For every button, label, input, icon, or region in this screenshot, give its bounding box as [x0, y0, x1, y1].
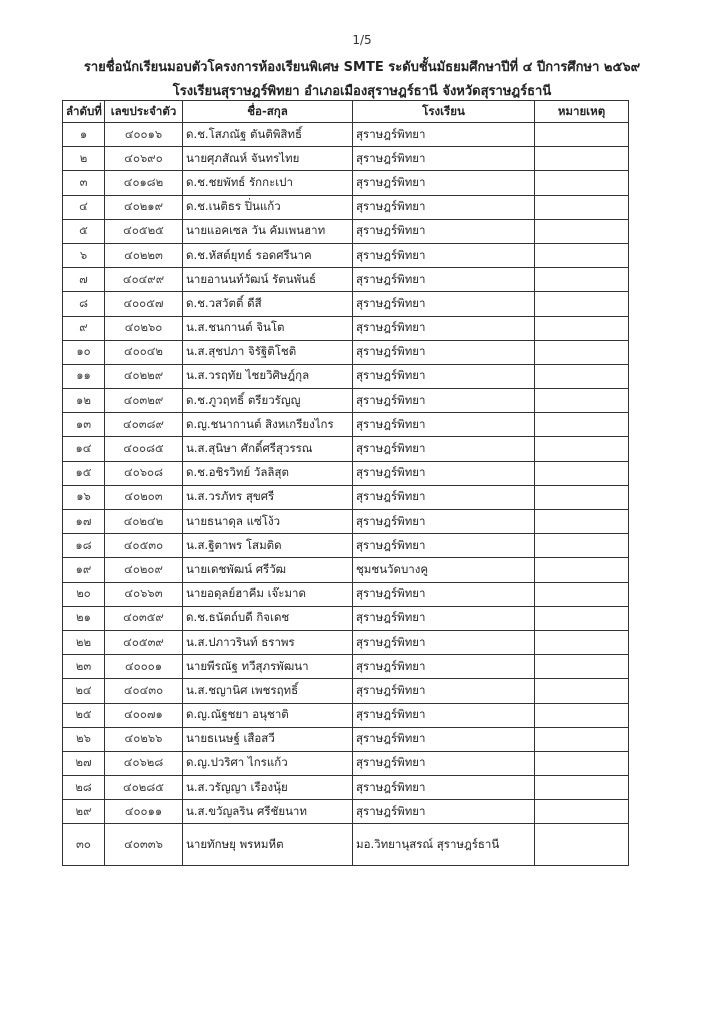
previous-school: สุราษฎร์พิทยา	[353, 243, 535, 267]
previous-school: สุราษฎร์พิทยา	[353, 123, 535, 147]
student-id: ๔๐๒๐๙	[105, 558, 183, 582]
remarks	[535, 364, 629, 388]
student-name: ด.ช.วสวัตติ์ ดีสี	[183, 292, 353, 316]
remarks	[535, 340, 629, 364]
document-subtitle: โรงเรียนสุราษฎร์พิทยา อำเภอเมืองสุราษฎร์ธานี จังหวัดสุราษฎร์ธานี	[172, 84, 552, 99]
row-order: ๑๑	[63, 364, 105, 388]
row-order: ๔	[63, 195, 105, 219]
row-order: ๑๔	[63, 437, 105, 461]
table-row	[63, 219, 629, 243]
previous-school: สุราษฎร์พิทยา	[353, 195, 535, 219]
row-order: ๑๗	[63, 510, 105, 534]
student-id: ๔๐๑๘๒	[105, 171, 183, 195]
header-order: ลำดับที่	[63, 101, 105, 123]
student-name: นายเดชพัฒน์ ศรีวัฒ	[183, 558, 353, 582]
table-row	[63, 485, 629, 509]
row-order: ๖	[63, 243, 105, 267]
remarks	[535, 776, 629, 800]
student-name: ด.ช.ภูวฤทธิ์ ตรียวรัญญู	[183, 389, 353, 413]
remarks	[535, 147, 629, 171]
student-name: นายศุภสัณห์ จันทรไทย	[183, 147, 353, 171]
student-id: ๔๐๐๐๑	[105, 655, 183, 679]
previous-school: ชุมชนวัดบางคู	[353, 558, 535, 582]
row-order: ๒๒	[63, 630, 105, 654]
remarks	[535, 123, 629, 147]
previous-school: สุราษฎร์พิทยา	[353, 655, 535, 679]
student-id: ๔๐๐๘๕	[105, 437, 183, 461]
student-name: นายอดุลย์ฮาคีม เจ๊ะมาด	[183, 582, 353, 606]
previous-school: สุราษฎร์พิทยา	[353, 679, 535, 703]
table-row	[63, 510, 629, 534]
student-id: ๔๐๖๒๘	[105, 751, 183, 775]
student-id: ๔๐๒๘๕	[105, 776, 183, 800]
remarks	[535, 171, 629, 195]
row-order: ๒๕	[63, 703, 105, 727]
student-name: น.ส.วรภัทร สุขศรี	[183, 485, 353, 509]
previous-school: สุราษฎร์พิทยา	[353, 219, 535, 243]
table-row	[63, 292, 629, 316]
student-id: ๔๐๕๓๐	[105, 534, 183, 558]
student-id: ๔๐๖๙๐	[105, 147, 183, 171]
row-order: ๒๐	[63, 582, 105, 606]
student-id: ๔๐๕๒๕	[105, 219, 183, 243]
remarks	[535, 751, 629, 775]
remarks	[535, 485, 629, 509]
student-name: ด.ช.ธนัตถ์บดี กิจเดช	[183, 606, 353, 630]
remarks	[535, 703, 629, 727]
table-row	[63, 776, 629, 800]
previous-school: สุราษฎร์พิทยา	[353, 316, 535, 340]
remarks	[535, 800, 629, 824]
remarks	[535, 243, 629, 267]
row-order: ๑๖	[63, 485, 105, 509]
remarks	[535, 437, 629, 461]
row-order: ๒๙	[63, 800, 105, 824]
student-name: ด.ช.โสภณัฐ ตันติพิสิทธิ์	[183, 123, 353, 147]
remarks	[535, 389, 629, 413]
table-row	[63, 824, 629, 866]
student-name: ด.ช.อชิรวิทย์ วัลลิสุต	[183, 461, 353, 485]
student-name: ด.ช.เนติธร ปิ่นแก้ว	[183, 195, 353, 219]
table-row	[63, 413, 629, 437]
remarks	[535, 510, 629, 534]
student-id: ๔๐๓๕๙	[105, 606, 183, 630]
table-row	[63, 655, 629, 679]
previous-school: สุราษฎร์พิทยา	[353, 485, 535, 509]
table-body	[63, 123, 629, 866]
row-order: ๓๐	[63, 824, 105, 866]
table-row	[63, 800, 629, 824]
student-id: ๔๐๒๒๓	[105, 243, 183, 267]
remarks	[535, 606, 629, 630]
table-row	[63, 727, 629, 751]
student-name: น.ส.วรัญญา เรืองนุ้ย	[183, 776, 353, 800]
page-number: 1/5	[352, 33, 372, 47]
student-id: ๔๐๐๑๖	[105, 123, 183, 147]
table-row	[63, 582, 629, 606]
student-id: ๔๐๐๑๑	[105, 800, 183, 824]
student-name: ด.ช.หัสต์ยุทธ์ รอดศรีนาค	[183, 243, 353, 267]
student-name: นายแอคเซล วัน คัมเพนฮาท	[183, 219, 353, 243]
row-order: ๗	[63, 268, 105, 292]
previous-school: สุราษฎร์พิทยา	[353, 413, 535, 437]
remarks	[535, 582, 629, 606]
header-remarks: หมายเหตุ	[535, 101, 629, 123]
student-id: ๔๐๒๒๙	[105, 364, 183, 388]
row-order: ๕	[63, 219, 105, 243]
student-id: ๔๐๒๖๐	[105, 316, 183, 340]
student-name: น.ส.วรฤทัย ไชยวิศิษฎ์กุล	[183, 364, 353, 388]
previous-school: สุราษฎร์พิทยา	[353, 292, 535, 316]
student-name: น.ส.ชญานิศ เพชรฤทธิ์	[183, 679, 353, 703]
row-order: ๑๕	[63, 461, 105, 485]
student-id: ๔๐๕๓๙	[105, 630, 183, 654]
table-row	[63, 364, 629, 388]
remarks	[535, 461, 629, 485]
row-order: ๒๗	[63, 751, 105, 775]
student-name: นายธเนษฐ์ เสือสวี	[183, 727, 353, 751]
table-row	[63, 703, 629, 727]
remarks	[535, 824, 629, 866]
remarks	[535, 219, 629, 243]
table-row	[63, 679, 629, 703]
table-row	[63, 389, 629, 413]
row-order: ๑๙	[63, 558, 105, 582]
row-order: ๒๘	[63, 776, 105, 800]
student-id: ๔๐๒๖๖	[105, 727, 183, 751]
previous-school: สุราษฎร์พิทยา	[353, 582, 535, 606]
row-order: ๑๓	[63, 413, 105, 437]
student-id: ๔๐๓๒๙	[105, 389, 183, 413]
table-row	[63, 630, 629, 654]
previous-school: สุราษฎร์พิทยา	[353, 461, 535, 485]
previous-school: สุราษฎร์พิทยา	[353, 751, 535, 775]
student-name: ด.ช.ชยพัทธ์ รักกะเปา	[183, 171, 353, 195]
student-name: นายทักษยุ พรหมหีต	[183, 824, 353, 866]
table-row	[63, 340, 629, 364]
row-order: ๒๑	[63, 606, 105, 630]
table-row	[63, 171, 629, 195]
document-title: รายชื่อนักเรียนมอบตัวโครงการห้องเรียนพิเศษ SMTE ระดับชั้นมัธยมศึกษาปีที่ ๔ ปีการศึกษา ๒๕๖๙	[83, 60, 641, 75]
previous-school: สุราษฎร์พิทยา	[353, 703, 535, 727]
student-name: น.ส.ฐิตาพร โสมติด	[183, 534, 353, 558]
student-name: น.ส.ขวัญลริน ศรีชัยนาท	[183, 800, 353, 824]
table-row	[63, 268, 629, 292]
student-id: ๔๐๒๐๓	[105, 485, 183, 509]
student-name: น.ส.ชนกานต์ จินโต	[183, 316, 353, 340]
previous-school: สุราษฎร์พิทยา	[353, 171, 535, 195]
previous-school: สุราษฎร์พิทยา	[353, 534, 535, 558]
remarks	[535, 558, 629, 582]
remarks	[535, 534, 629, 558]
table-row	[63, 123, 629, 147]
row-order: ๑๐	[63, 340, 105, 364]
previous-school: สุราษฎร์พิทยา	[353, 630, 535, 654]
previous-school: สุราษฎร์พิทยา	[353, 800, 535, 824]
previous-school: สุราษฎร์พิทยา	[353, 606, 535, 630]
student-name: ด.ญ.ปวริศา ไกรแก้ว	[183, 751, 353, 775]
remarks	[535, 727, 629, 751]
remarks	[535, 316, 629, 340]
remarks	[535, 268, 629, 292]
student-id: ๔๐๖๖๓	[105, 582, 183, 606]
student-name: นายธนาดุล แซ่โง้ว	[183, 510, 353, 534]
table-row	[63, 316, 629, 340]
previous-school: สุราษฎร์พิทยา	[353, 364, 535, 388]
student-name: น.ส.สุชปภา จิรัฐิติโชติ	[183, 340, 353, 364]
row-order: ๑๘	[63, 534, 105, 558]
row-order: ๙	[63, 316, 105, 340]
header-student-id: เลขประจำตัว	[105, 101, 183, 123]
student-name: ด.ญ.ชนากานต์ สิงหเกรียงไกร	[183, 413, 353, 437]
previous-school: มอ.วิทยานุสรณ์ สุราษฎร์ธานี	[353, 824, 535, 866]
previous-school: สุราษฎร์พิทยา	[353, 340, 535, 364]
row-order: ๘	[63, 292, 105, 316]
student-list-table	[62, 100, 629, 866]
student-name: น.ส.ปภาวรินท์ ธราพร	[183, 630, 353, 654]
row-order: ๒๓	[63, 655, 105, 679]
previous-school: สุราษฎร์พิทยา	[353, 147, 535, 171]
row-order: ๒๖	[63, 727, 105, 751]
remarks	[535, 655, 629, 679]
row-order: ๑๒	[63, 389, 105, 413]
previous-school: สุราษฎร์พิทยา	[353, 727, 535, 751]
previous-school: สุราษฎร์พิทยา	[353, 776, 535, 800]
previous-school: สุราษฎร์พิทยา	[353, 510, 535, 534]
student-name: นายอานนท์วัฒน์ รัตนพันธ์	[183, 268, 353, 292]
row-order: ๒๔	[63, 679, 105, 703]
student-name: น.ส.สุนิษา ศักดิ์ศรีสุวรรณ	[183, 437, 353, 461]
student-name: ด.ญ.ณัฐชยา อนุชาติ	[183, 703, 353, 727]
student-id: ๔๐๒๑๙	[105, 195, 183, 219]
table-row	[63, 751, 629, 775]
student-id: ๔๐๐๗๑	[105, 703, 183, 727]
header-school: โรงเรียน	[353, 101, 535, 123]
row-order: ๒	[63, 147, 105, 171]
student-id: ๔๐๓๘๙	[105, 413, 183, 437]
table-row	[63, 534, 629, 558]
student-id: ๔๐๐๔๒	[105, 340, 183, 364]
remarks	[535, 195, 629, 219]
table-row	[63, 243, 629, 267]
remarks	[535, 413, 629, 437]
student-id: ๔๐๖๐๘	[105, 461, 183, 485]
remarks	[535, 679, 629, 703]
remarks	[535, 292, 629, 316]
student-id: ๔๐๓๓๖	[105, 824, 183, 866]
student-id: ๔๐๒๔๒	[105, 510, 183, 534]
student-id: ๔๐๔๙๙	[105, 268, 183, 292]
table-row	[63, 195, 629, 219]
table-row	[63, 437, 629, 461]
table-row	[63, 461, 629, 485]
header-full-name: ชื่อ-สกุล	[183, 101, 353, 123]
previous-school: สุราษฎร์พิทยา	[353, 268, 535, 292]
table-row	[63, 606, 629, 630]
table-header-row	[63, 101, 629, 123]
table-row	[63, 558, 629, 582]
student-id: ๔๐๔๓๐	[105, 679, 183, 703]
row-order: ๓	[63, 171, 105, 195]
previous-school: สุราษฎร์พิทยา	[353, 437, 535, 461]
student-name: นายพีรณัฐ ทวีสุภรพัฒนา	[183, 655, 353, 679]
student-id: ๔๐๐๕๗	[105, 292, 183, 316]
previous-school: สุราษฎร์พิทยา	[353, 389, 535, 413]
row-order: ๑	[63, 123, 105, 147]
remarks	[535, 630, 629, 654]
table-row	[63, 147, 629, 171]
